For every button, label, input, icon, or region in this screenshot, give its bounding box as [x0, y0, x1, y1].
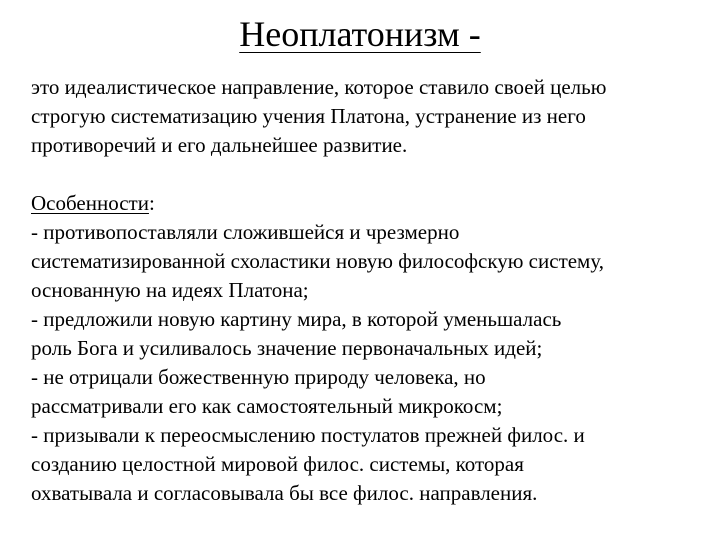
feature-line: роль Бога и усиливалось значение первоначальных идей;: [31, 336, 543, 360]
feature-line: систематизированной схоластики новую философскую систему,: [31, 249, 604, 273]
feature-line: - предложили новую картину мира, в которой уменьшалась: [31, 307, 562, 331]
slide-title: [0, 12, 720, 56]
slide-title-text: Неоплатонизм -: [239, 14, 481, 54]
feature-line: охватывала и согласовывала бы все филос. направления.: [31, 481, 538, 505]
features-paragraph: [31, 189, 711, 508]
feature-line: - не отрицали божественную природу человека, но: [31, 365, 486, 389]
feature-line: - противопоставляли сложившейся и чрезмерно: [31, 220, 460, 244]
feature-line: созданию целостной мировой филос. системы, которая: [31, 452, 524, 476]
definition-line: противоречий и его дальнейшее развитие.: [31, 133, 408, 157]
features-heading: [31, 189, 711, 218]
definition-line: строгую систематизацию учения Платона, устранение из него: [31, 104, 586, 128]
slide-body: [31, 73, 711, 508]
definition-paragraph: [31, 73, 711, 160]
definition-line: это идеалистическое направление, которое ставило своей целью: [31, 75, 607, 99]
feature-line: основанную на идеях Платона;: [31, 278, 309, 302]
features-colon: :: [148, 191, 155, 215]
feature-line: рассматривали его как самостоятельный микрокосм;: [31, 394, 503, 418]
features-label: Особенности: [31, 191, 149, 215]
feature-line: - призывали к переосмыслению постулатов прежней филос. и: [31, 423, 585, 447]
paragraph-spacer: [31, 160, 711, 189]
